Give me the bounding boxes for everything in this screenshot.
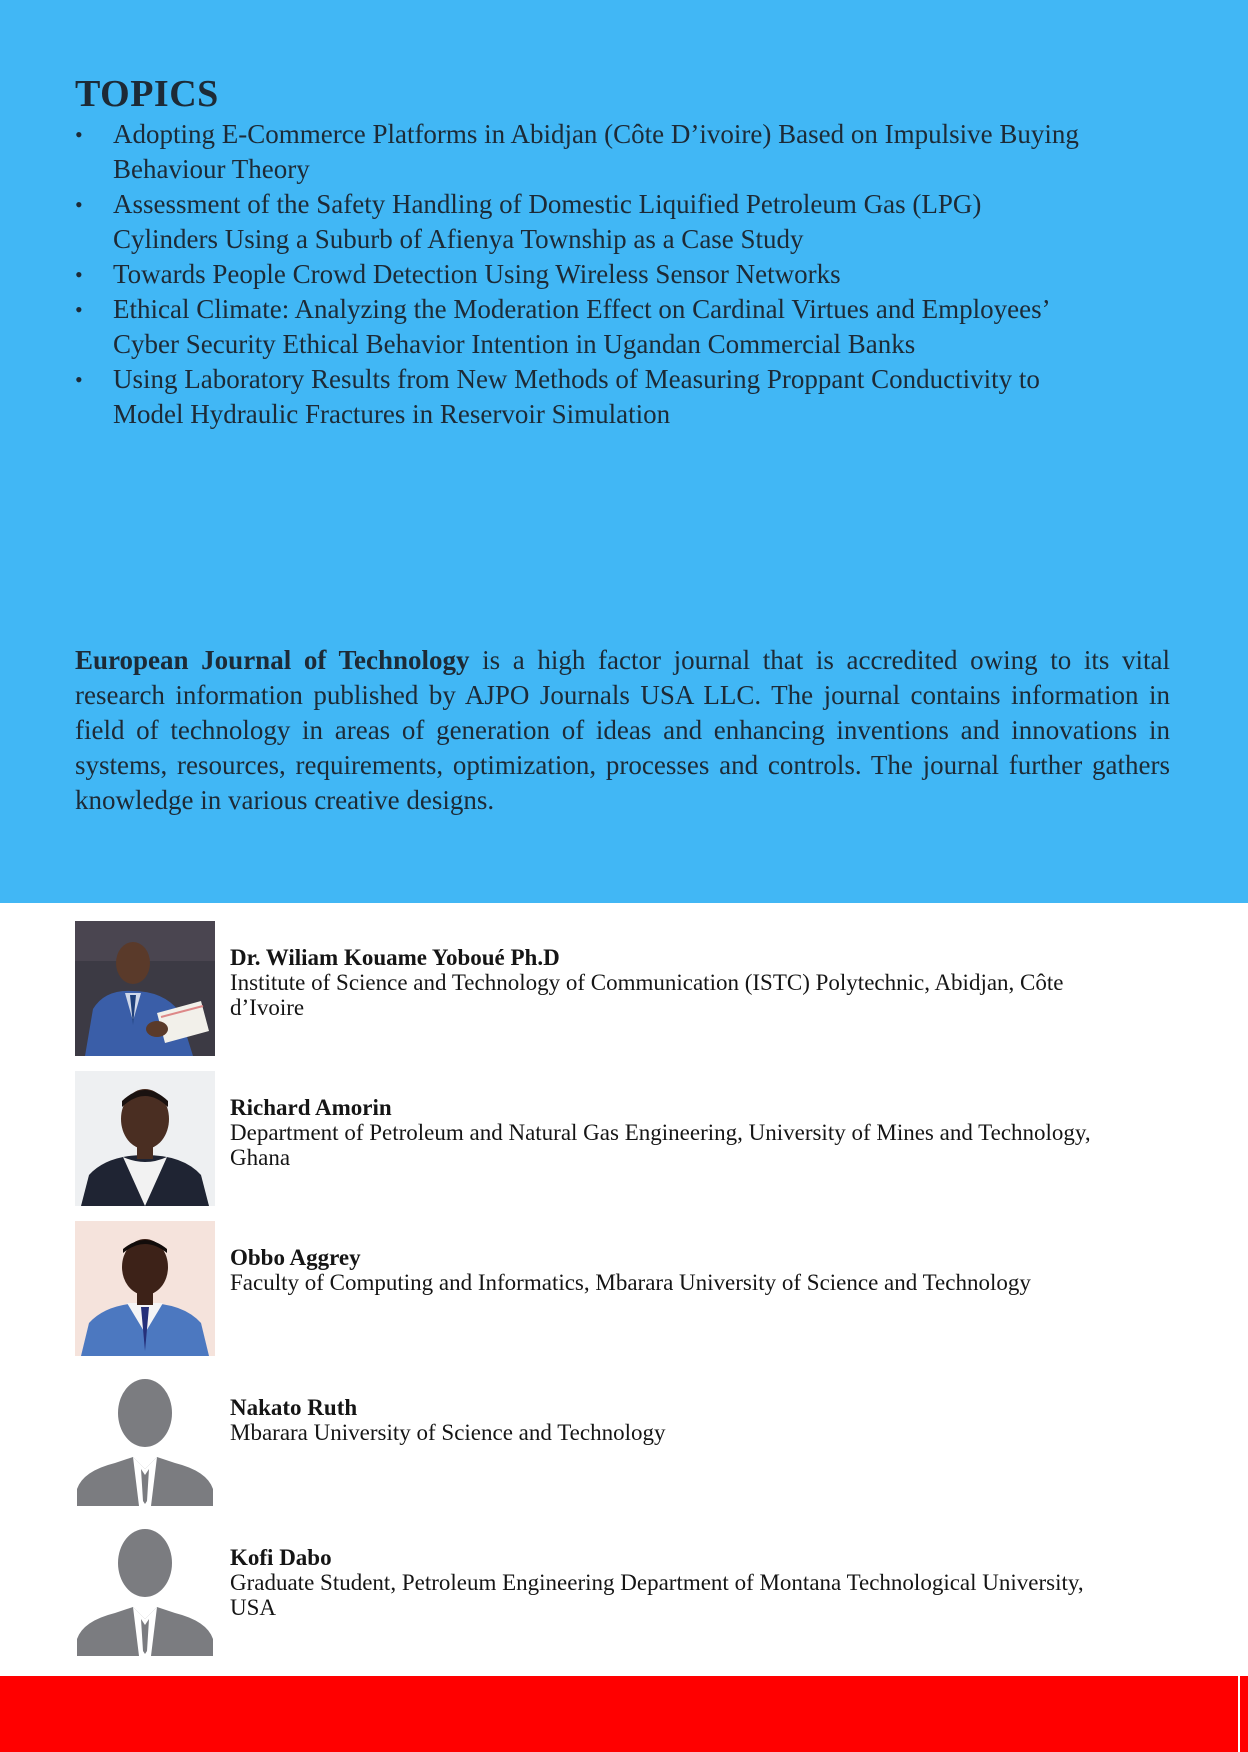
author-name: Nakato Ruth bbox=[230, 1395, 358, 1420]
topics-heading: TOPICS bbox=[75, 73, 219, 115]
author-photo bbox=[75, 1071, 215, 1206]
author-name: Dr. Wiliam Kouame Yoboué Ph.D bbox=[230, 945, 560, 970]
journal-name: European Journal of Technology bbox=[75, 645, 470, 675]
author-card bbox=[75, 1371, 1175, 1506]
author-info bbox=[230, 1245, 1175, 1295]
author-card bbox=[75, 1521, 1175, 1656]
author-info bbox=[230, 945, 1175, 1020]
author-affiliation: Department of Petroleum and Natural Gas Engineering, University of Mines and Technology, bbox=[230, 1120, 1091, 1145]
topic-line: Ethical Climate: Analyzing the Moderation Effect on Cardinal Virtues and Employees’ bbox=[113, 294, 1051, 324]
topic-line: Model Hydraulic Fractures in Reservoir Simulation bbox=[113, 399, 671, 429]
topic-line: Assessment of the Safety Handling of Domestic Liquified Petroleum Gas (LPG) bbox=[113, 189, 982, 219]
author-name: Kofi Dabo bbox=[230, 1545, 332, 1570]
author-info bbox=[230, 1095, 1175, 1170]
topic-item bbox=[75, 257, 1175, 292]
bullet-icon: • bbox=[75, 122, 83, 147]
bullet-icon: • bbox=[75, 297, 83, 322]
author-affiliation: Mbarara University of Science and Technology bbox=[230, 1420, 666, 1445]
topic-line: Adopting E-Commerce Platforms in Abidjan (Côte D’ivoire) Based on Impulsive Buying bbox=[113, 119, 1079, 149]
bullet-icon: • bbox=[75, 367, 83, 392]
footer-band bbox=[0, 1676, 1248, 1752]
author-info bbox=[230, 1545, 1175, 1620]
author-affiliation: Ghana bbox=[230, 1145, 291, 1170]
topic-item bbox=[75, 292, 1175, 362]
topic-line: Cylinders Using a Suburb of Afienya Township as a Case Study bbox=[113, 224, 804, 254]
author-name: Obbo Aggrey bbox=[230, 1245, 361, 1270]
author-placeholder-icon bbox=[75, 1371, 215, 1506]
author-affiliation: Faculty of Computing and Informatics, Mbarara University of Science and Technology bbox=[230, 1270, 1031, 1295]
bullet-icon: • bbox=[75, 192, 83, 217]
journal-description-text: is a high factor journal that is accredited owing to its vital research information published by AJPO Journals USA LLC. The journal contains information in field of technology in areas of generation of ideas and enhancing inventions and innovations in systems, resources, requirements, optimization, processes and controls. The journal further gathers knowledge in various creative designs. bbox=[75, 645, 1170, 815]
bullet-icon: • bbox=[75, 262, 83, 287]
author-card bbox=[75, 1071, 1175, 1206]
topic-item bbox=[75, 362, 1175, 432]
author-card bbox=[75, 1221, 1175, 1356]
topic-line: Behaviour Theory bbox=[113, 154, 310, 184]
author-name: Richard Amorin bbox=[230, 1095, 392, 1120]
author-info bbox=[230, 1395, 1175, 1445]
footer-divider bbox=[1238, 1676, 1240, 1752]
author-affiliation: Graduate Student, Petroleum Engineering Department of Montana Technological University, bbox=[230, 1570, 1084, 1595]
topic-line: Cyber Security Ethical Behavior Intention in Ugandan Commercial Banks bbox=[113, 329, 916, 359]
author-affiliation: d’Ivoire bbox=[230, 995, 305, 1020]
author-photo bbox=[75, 921, 215, 1056]
authors-list bbox=[75, 921, 1175, 1671]
author-affiliation: USA bbox=[230, 1595, 277, 1620]
author-affiliation: Institute of Science and Technology of Communication (ISTC) Polytechnic, Abidjan, Côte bbox=[230, 970, 1064, 995]
topic-line: Using Laboratory Results from New Methods of Measuring Proppant Conductivity to bbox=[113, 364, 1040, 394]
author-placeholder-icon bbox=[75, 1521, 215, 1656]
topics-list bbox=[75, 117, 1175, 432]
topic-item bbox=[75, 187, 1175, 257]
topic-line: Towards People Crowd Detection Using Wireless Sensor Networks bbox=[113, 259, 841, 289]
topic-item bbox=[75, 117, 1175, 187]
journal-description bbox=[75, 643, 1170, 818]
author-card bbox=[75, 921, 1175, 1056]
author-photo bbox=[75, 1221, 215, 1356]
